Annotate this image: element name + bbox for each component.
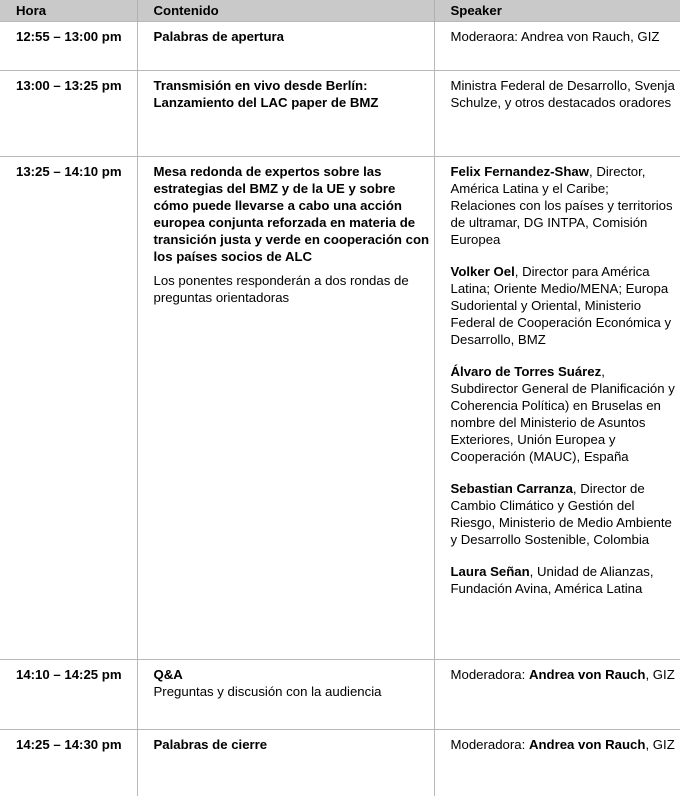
time-cell: 13:00 – 13:25 pm: [0, 71, 137, 157]
speaker-cell: Moderadora: Andrea von Rauch, GIZ: [434, 730, 680, 796]
session-title: Q&A: [154, 666, 430, 683]
speaker-name: Álvaro de Torres Suárez: [451, 364, 602, 379]
speaker-name: Andrea von Rauch: [529, 737, 646, 752]
header-speaker: Speaker: [434, 0, 680, 22]
content-cell: [137, 71, 434, 157]
speaker-cell: Ministra Federal de Desarrollo, Svenja Schulze, y otros destacados oradores: [434, 71, 680, 157]
speaker-name: Laura Señan: [451, 564, 530, 579]
speaker-name: Volker Oel: [451, 264, 515, 279]
session-note: Los ponentes responderán a dos rondas de preguntas orientadoras: [154, 272, 430, 306]
session-note: Preguntas y discusión con la audiencia: [154, 683, 430, 700]
speaker-entry: Álvaro de Torres Suárez, Subdirector General de Planificación y Coherencia Política) en Bruselas en nombre del Ministerio de Asuntos Exteriores, Unión Europea y Cooperación (MAUC), España: [451, 363, 677, 465]
session-title: Mesa redonda de expertos sobre las estrategias del BMZ y de la UE y sobre cómo puede llevarse a cabo una acción europea conjunta reforzada en materia de transición justa y verde en cooperación con los países socios de ALC: [154, 163, 430, 265]
table-row: [0, 660, 680, 730]
content-cell: [137, 730, 434, 796]
speaker-role: Director para América Latina; Oriente Medio/MENA; Europa Sudoriental y Oriental, Ministerio Federal de Cooperación Económica y Desarrollo, BMZ: [451, 264, 672, 347]
table-row: [0, 157, 680, 660]
header-row: [0, 0, 680, 22]
speaker-entry: Felix Fernandez-Shaw, Director, América Latina y el Caribe; Relaciones con los países y territorios de ultramar, DG INTPA, Comisión Europea: [451, 163, 677, 248]
speaker-role: Unidad de Alianzas, Fundación Avina, América Latina: [451, 564, 654, 596]
speaker-entry: Sebastian Carranza, Director de Cambio Climático y Gestión del Riesgo, Ministerio de Medio Ambiente y Desarrollo Sostenible, Colombia: [451, 480, 677, 548]
session-title: Transmisión en vivo desde Berlín: Lanzamiento del LAC paper de BMZ: [154, 77, 430, 111]
speaker-cell: [434, 157, 680, 660]
speaker-cell: Moderadora: Andrea von Rauch, GIZ: [434, 660, 680, 730]
content-cell: [137, 157, 434, 660]
content-cell: [137, 660, 434, 730]
speaker-name: Felix Fernandez-Shaw: [451, 164, 590, 179]
table-row: [0, 730, 680, 796]
speaker-entry: Laura Señan, Unidad de Alianzas, Fundación Avina, América Latina: [451, 563, 677, 597]
speaker-role: Director, América Latina y el Caribe; Relaciones con los países y territorios de ultramar, DG INTPA, Comisión Europea: [451, 164, 673, 247]
time-cell: 14:25 – 14:30 pm: [0, 730, 137, 796]
speaker-name: Sebastian Carranza: [451, 481, 573, 496]
content-cell: [137, 22, 434, 71]
time-cell: 13:25 – 14:10 pm: [0, 157, 137, 660]
session-title: Palabras de cierre: [154, 736, 430, 753]
session-title: Palabras de apertura: [154, 28, 430, 45]
time-cell: 14:10 – 14:25 pm: [0, 660, 137, 730]
speaker-entry: Volker Oel, Director para América Latina; Oriente Medio/MENA; Europa Sudoriental y Oriental, Ministerio Federal de Cooperación Económica y Desarrollo, BMZ: [451, 263, 677, 348]
table-row: [0, 22, 680, 71]
header-contenido: Contenido: [137, 0, 434, 22]
speaker-name: Andrea von Rauch: [529, 667, 646, 682]
table-row: [0, 71, 680, 157]
speaker-cell: Moderaora: Andrea von Rauch, GIZ: [434, 22, 680, 71]
speaker-role: Subdirector General de Planificación y Coherencia Política) en Bruselas en nombre del Ministerio de Asuntos Exteriores, Unión Europea y Cooperación (MAUC), España: [451, 381, 675, 464]
header-hora: Hora: [0, 0, 137, 22]
speaker-role: Director de Cambio Climático y Gestión del Riesgo, Ministerio de Medio Ambiente y Desarrollo Sostenible, Colombia: [451, 481, 672, 547]
time-cell: 12:55 – 13:00 pm: [0, 22, 137, 71]
